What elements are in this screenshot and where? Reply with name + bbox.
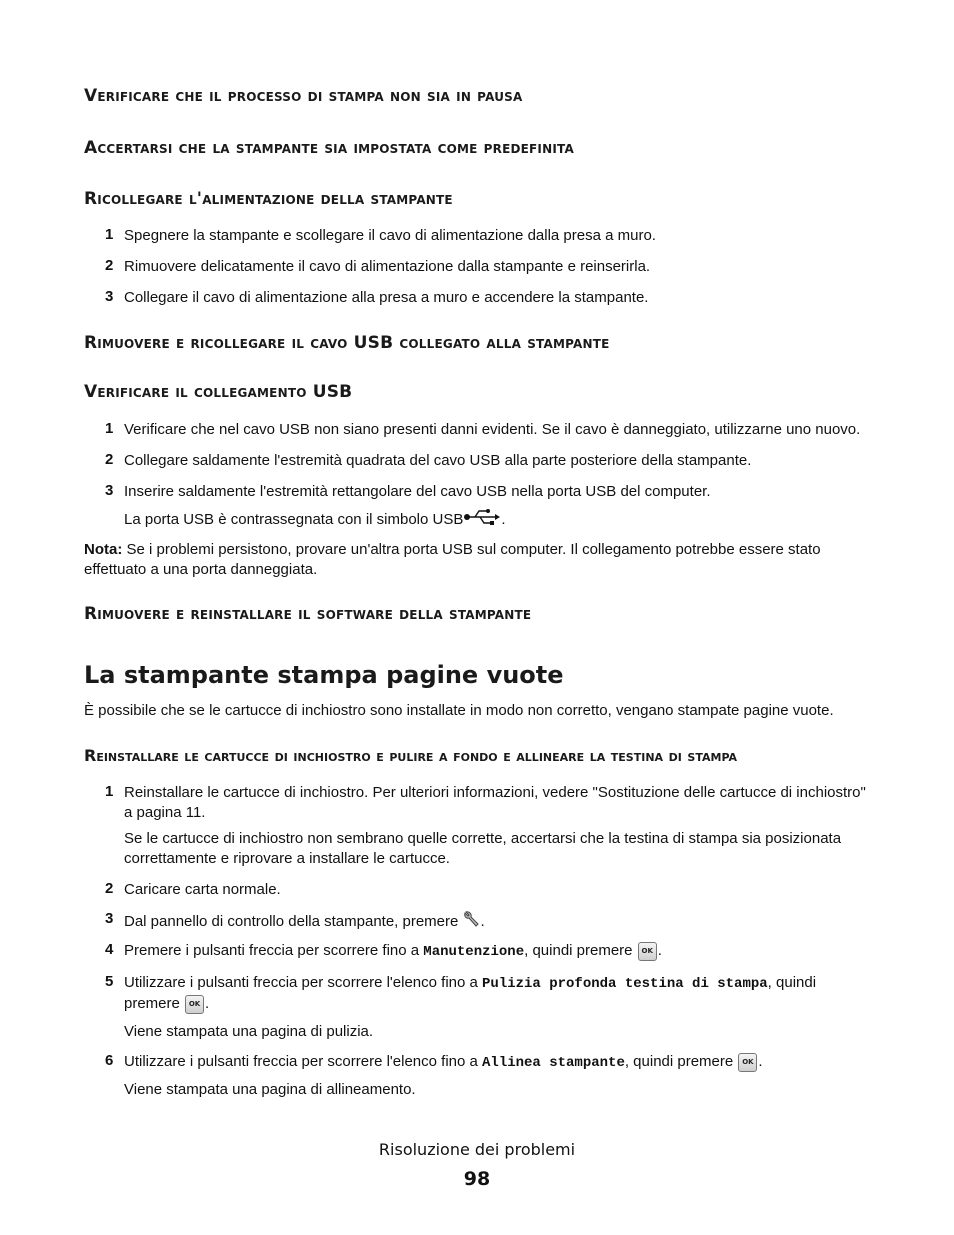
step3-end: . [480, 912, 485, 930]
step5-end: . [205, 995, 210, 1012]
section-intro: È possibile che se le cartucce di inchiostro sono installate in modo non corretto, vengano stampate pagine vuote. [84, 702, 834, 719]
step-text: Spegnere la stampante e scollegare il cavo di alimentazione dalla presa a muro. [124, 227, 656, 244]
step-text: Rimuovere delicatamente il cavo di alimentazione dalla stampante e reinserirla. [124, 258, 651, 275]
step-text: Verificare che nel cavo USB non siano presenti danni evidenti. Se il cavo è danneggiato, utilizzarne uno nuovo. [124, 421, 861, 438]
heading-default-printer: Accertarsi che la stampante sia impostata come predefinita [84, 138, 574, 158]
ok-button-icon: OK [185, 995, 204, 1014]
step-number: 1 [105, 420, 114, 437]
step-number: 3 [105, 910, 114, 927]
step-text [124, 1052, 876, 1073]
footer-title: Risoluzione dei problemi [378, 1140, 576, 1159]
note-text: Se i problemi persistono, provare un'altra porta USB sul computer. Il collegamento potrebbe essere stato effettuato a una porta danneggiata. [84, 541, 821, 578]
heading-pause: Verificare che il processo di stampa non sia in pausa [84, 86, 523, 106]
menu-code: Pulizia profonda testina di stampa [482, 976, 768, 992]
step3-text: Dal pannello di controllo della stampante, premere [124, 912, 459, 930]
step-number: 1 [105, 226, 114, 243]
section-title: La stampante stampa pagine vuote [84, 661, 564, 689]
step-number: 1 [105, 783, 114, 800]
step-extra: Se le cartucce di inchiostro non sembrano quelle corrette, accertarsi che la testina di stampa sia posizionata correttamente e riprovare a installare le cartucce. [124, 830, 842, 867]
step-text: Collegare il cavo di alimentazione alla presa a muro e accendere la stampante. [124, 289, 649, 306]
step4-post: , quindi premere [524, 942, 633, 959]
step-number: 3 [105, 288, 114, 305]
menu-code: Allinea stampante [482, 1055, 625, 1071]
step-text [124, 973, 876, 1014]
heading-reinstall-cartridges: Reinstallare le cartucce di inchiostro e pulire a fondo e allineare la testina di stampa [84, 746, 738, 765]
step-number: 3 [105, 482, 114, 499]
page-number: 98 [463, 1168, 491, 1190]
heading-usb-reconnect: Rimuovere e ricollegare il cavo USB collegato alla stampante [84, 333, 610, 353]
step6-post: , quindi premere [624, 1053, 734, 1070]
step-text: Inserire saldamente l'estremità rettangolare del cavo USB nella porta USB del computer. [124, 483, 711, 500]
step-text: Reinstallare le cartucce di inchiostro. Per ulteriori informazioni, vedere "Sostituzione delle cartucce di inchiostro" a pagina 11. [124, 784, 866, 821]
step-number: 2 [105, 451, 114, 468]
step-number: 5 [105, 973, 114, 990]
step6-end: . [758, 1053, 763, 1070]
step4-end: . [657, 942, 662, 959]
step6-pre: Utilizzare i pulsanti freccia per scorrere l'elenco fino a [124, 1053, 483, 1070]
step5-post: , quindi premere [124, 974, 817, 1012]
step4-pre: Premere i pulsanti freccia per scorrere fino a [124, 942, 424, 959]
step-number: 6 [105, 1052, 114, 1069]
step-text [124, 941, 876, 962]
step-extra: Viene stampata una pagina di pulizia. [124, 1023, 374, 1040]
ok-button-icon: OK [738, 1053, 757, 1072]
usb-symbol-line [124, 508, 876, 532]
step-text: Caricare carta normale. [124, 881, 281, 898]
wrench-icon [463, 910, 481, 934]
step5-pre: Utilizzare i pulsanti freccia per scorrere l'elenco fino a [124, 974, 483, 991]
step-text [124, 910, 876, 934]
step-number: 4 [105, 941, 114, 958]
step-extra: Viene stampata una pagina di allineamento. [124, 1081, 416, 1098]
ok-button-icon: OK [638, 942, 657, 961]
note [84, 540, 876, 580]
step-number: 2 [105, 880, 114, 897]
step-text: Collegare saldamente l'estremità quadrata del cavo USB alla parte posteriore della stampante. [124, 452, 752, 469]
usb-icon [463, 508, 501, 532]
menu-code: Manutenzione [423, 944, 525, 960]
note-label: Nota: [84, 541, 123, 558]
usb-symbol-end: . [501, 510, 506, 528]
heading-reinstall-software: Rimuovere e reinstallare il software della stampante [84, 604, 532, 624]
heading-reconnect-power: Ricollegare l'alimentazione della stampante [84, 189, 453, 209]
usb-symbol-text: La porta USB è contrassegnata con il simbolo USB [124, 510, 464, 528]
step-number: 2 [105, 257, 114, 274]
heading-usb-check: Verificare il collegamento USB [84, 382, 353, 402]
